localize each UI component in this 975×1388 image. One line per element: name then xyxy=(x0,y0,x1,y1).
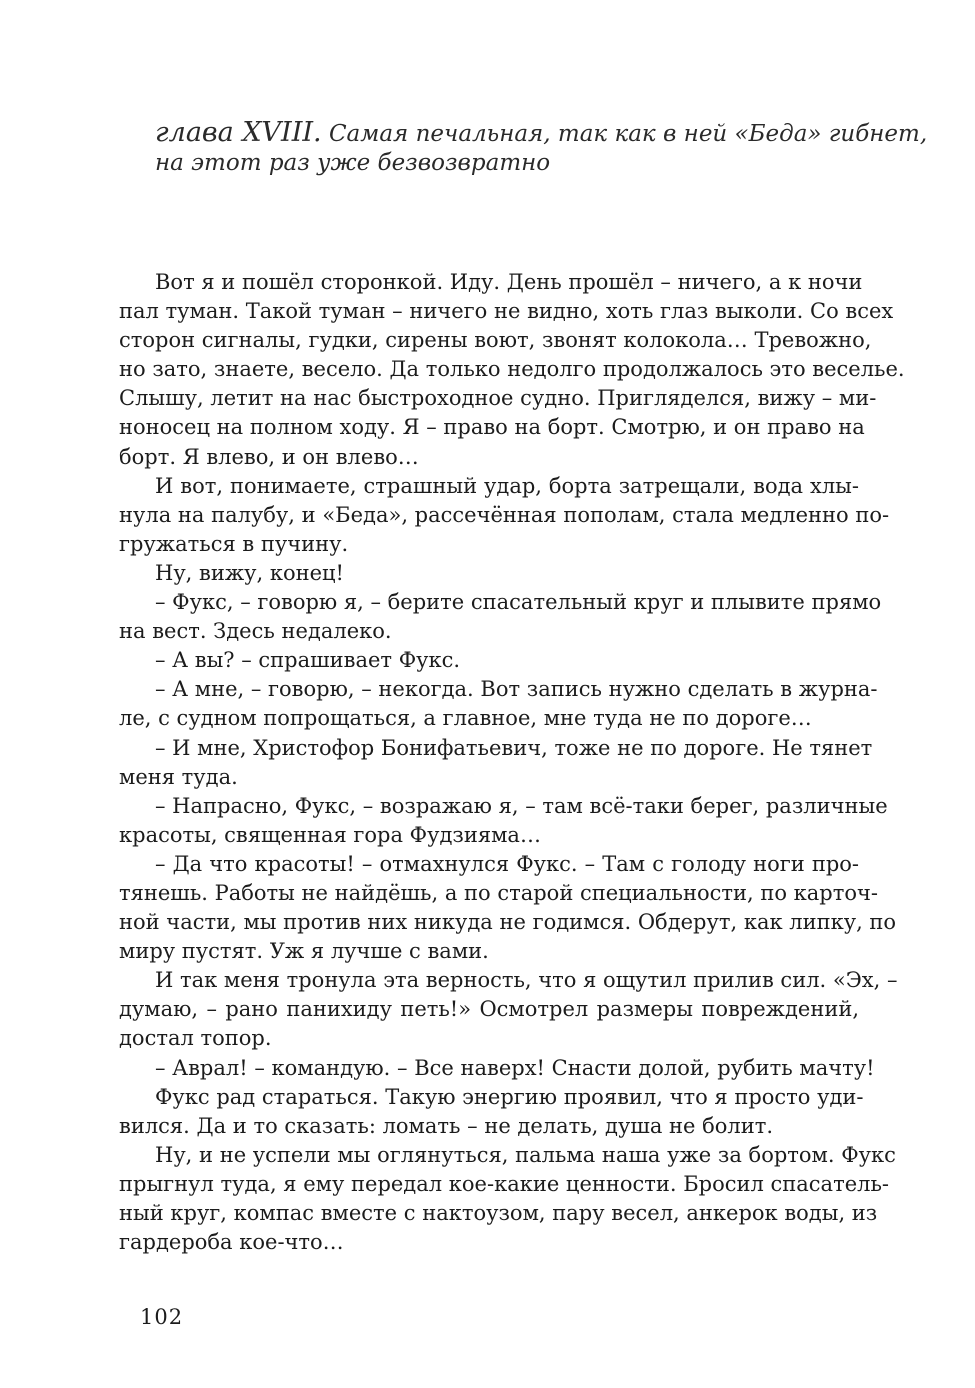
chapter-title-part-2: на этот раз уже безвозвратно xyxy=(155,150,551,176)
paragraph xyxy=(119,850,897,966)
text-line: ный круг, компас вместе с нактоузом, пару весел, анкерок воды, из xyxy=(119,1201,878,1225)
text-line: на вест. Здесь недалеко. xyxy=(119,619,392,644)
text-line: – А вы? – спрашивает Фукс. xyxy=(155,648,461,673)
text-line: гружаться в пучину. xyxy=(119,531,349,556)
text-line: – А мне, – говорю, – некогда. Вот запись нужно сделать в журна- xyxy=(155,677,878,702)
page-number: 102 xyxy=(140,1305,184,1329)
text-line: думаю, – рано панихиду петь!» Осмотрел размеры повреждений, xyxy=(119,997,859,1022)
text-line: тянешь. Работы не найдёшь, а по старой специальности, по карточ- xyxy=(119,880,878,905)
text-line: Вот я и пошёл сторонкой. Иду. День прошёл – ничего, а к ночи xyxy=(155,270,863,294)
chapter-heading-line-1 xyxy=(155,117,928,149)
paragraph xyxy=(119,966,898,1053)
text-line: борт. Я влево, и он влево… xyxy=(119,444,419,469)
paragraph xyxy=(119,734,873,792)
text-line: Фукс рад стараться. Такую энергию проявил, что я просто уди- xyxy=(155,1084,864,1109)
text-line: ноносец на полном ходу. Я – право на борт. Смотрю, и он право на xyxy=(119,415,865,440)
text-line: – Да что красоты! – отмахнулся Фукс. – Там с голоду ноги про- xyxy=(155,851,859,876)
text-line: – Фукс, – говорю я, – берите спасательный круг и плывите прямо xyxy=(155,590,882,615)
text-line: – И мне, Христофор Бонифатьевич, тоже не по дороге. Не тянет xyxy=(155,735,873,760)
text-line: нула на палубу, и «Беда», рассечённая пополам, стала медленно по- xyxy=(119,502,890,527)
text-line: ной части, мы против них никуда не годимся. Обдерут, как липку, по xyxy=(119,910,897,935)
text-line: гардероба кое-что… xyxy=(119,1230,344,1255)
text-line: красоты, священная гора Фудзияма… xyxy=(119,822,541,847)
text-line: сторон сигналы, гудки, сирены воют, звонят колокола… Тревожно, xyxy=(119,328,872,353)
paragraph xyxy=(119,1054,875,1083)
text-line: пал туман. Такой туман – ничего не видно, хоть глаз выколи. Со всех xyxy=(119,299,894,324)
text-line: И вот, понимаете, страшный удар, борта затрещали, вода хлы- xyxy=(155,473,859,498)
paragraph xyxy=(119,559,859,588)
text-line: – Аврал! – командую. – Все наверх! Снасти долой, рубить мачту! xyxy=(155,1055,875,1080)
text-line: И так меня тронула эта верность, что я ощутил прилив сил. «Эх, – xyxy=(155,968,898,993)
paragraph xyxy=(119,792,888,850)
chapter-heading xyxy=(155,117,928,178)
chapter-number: глава XVIII. xyxy=(155,117,322,148)
paragraph xyxy=(119,1141,896,1257)
text-line: – Напрасно, Фукс, – возражаю я, – там всё-таки берег, различные xyxy=(155,793,888,818)
text-line: но зато, знаете, весело. Да только недолго продолжалось это веселье. xyxy=(119,357,905,382)
text-line: Ну, и не успели мы оглянуться, пальма наша уже за бортом. Фукс xyxy=(155,1142,896,1167)
paragraph xyxy=(119,675,878,733)
text-body xyxy=(119,268,905,1257)
text-line: миру пустят. Уж я лучше с вами. xyxy=(119,939,489,964)
text-line: меня туда. xyxy=(119,764,238,789)
paragraph xyxy=(119,588,882,646)
paragraph xyxy=(119,1083,864,1141)
text-line: ле, с судном попрощаться, а главное, мне туда не по дороге… xyxy=(119,706,812,731)
chapter-title-part-1: Самая печальная, так как в ней «Беда» гибнет, xyxy=(328,121,928,147)
text-line: достал топор. xyxy=(119,1026,272,1051)
text-line: Ну, вижу, конец! xyxy=(155,560,344,585)
text-line: Слышу, летит на нас быстроходное судно. Пригляделся, вижу – ми- xyxy=(119,386,877,411)
paragraph xyxy=(119,268,905,472)
paragraph xyxy=(119,472,890,559)
paragraph xyxy=(119,646,859,675)
text-line: прыгнул туда, я ему передал кое-какие ценности. Бросил спасатель- xyxy=(119,1171,889,1196)
text-line: вился. Да и то сказать: ломать – не делать, душа не болит. xyxy=(119,1113,774,1138)
